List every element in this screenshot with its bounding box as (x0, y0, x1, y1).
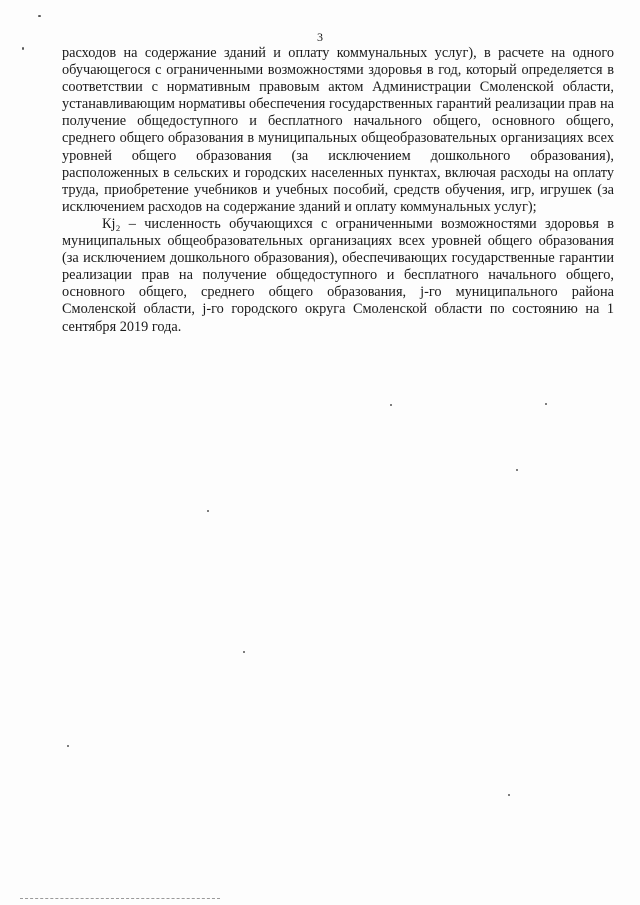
scan-speck (545, 403, 547, 405)
paragraph-continuation: расходов на содержание зданий и оплату коммунальных услуг), в расчете на одного обучающегося с ограниченными возможностями здоровья в год, который определяется в соответствии с нормативным правовым актом Администрации Смоленской области, устанавливающим нормативы обеспечения государственных гарантий реализации прав на получение общедоступного и бесплатного начального общего, основного общего, среднего общего образования в муниципальных общеобразовательных организациях всех уровней общего образования (за исключением дошкольного образования), расположенных в сельских и городских населенных пунктах, включая расходы на оплату труда, приобретение учебников и учебных пособий, средств обучения, игр, игрушек (за исключением расходов на содержание зданий и оплату коммунальных услуг); (62, 45, 614, 215)
scan-speck (243, 651, 245, 653)
scan-speck (207, 510, 209, 512)
scan-speck (508, 794, 510, 796)
scan-speck (516, 469, 518, 471)
scan-speck (67, 745, 69, 747)
scan-speck (390, 404, 392, 406)
scan-edge-artifact (20, 898, 220, 901)
scan-speck (38, 15, 41, 17)
page-number: 3 (317, 30, 323, 44)
scan-speck (22, 47, 24, 50)
paragraph-kj2-definition: Кj₂ – численность обучающихся с ограниченными возможностями здоровья в муниципальных общеобразовательных организациях всех уровней общего образования (за исключением дошкольного образования), обеспечивающих государственные гарантии реализации прав на получение общедоступного и бесплатного начального общего, основного общего, среднего общего образования, j-го муниципального района Смоленской области, j-го городского округа Смоленской области по состоянию на 1 сентября 2019 года. (62, 215, 614, 335)
document-body (62, 45, 614, 336)
